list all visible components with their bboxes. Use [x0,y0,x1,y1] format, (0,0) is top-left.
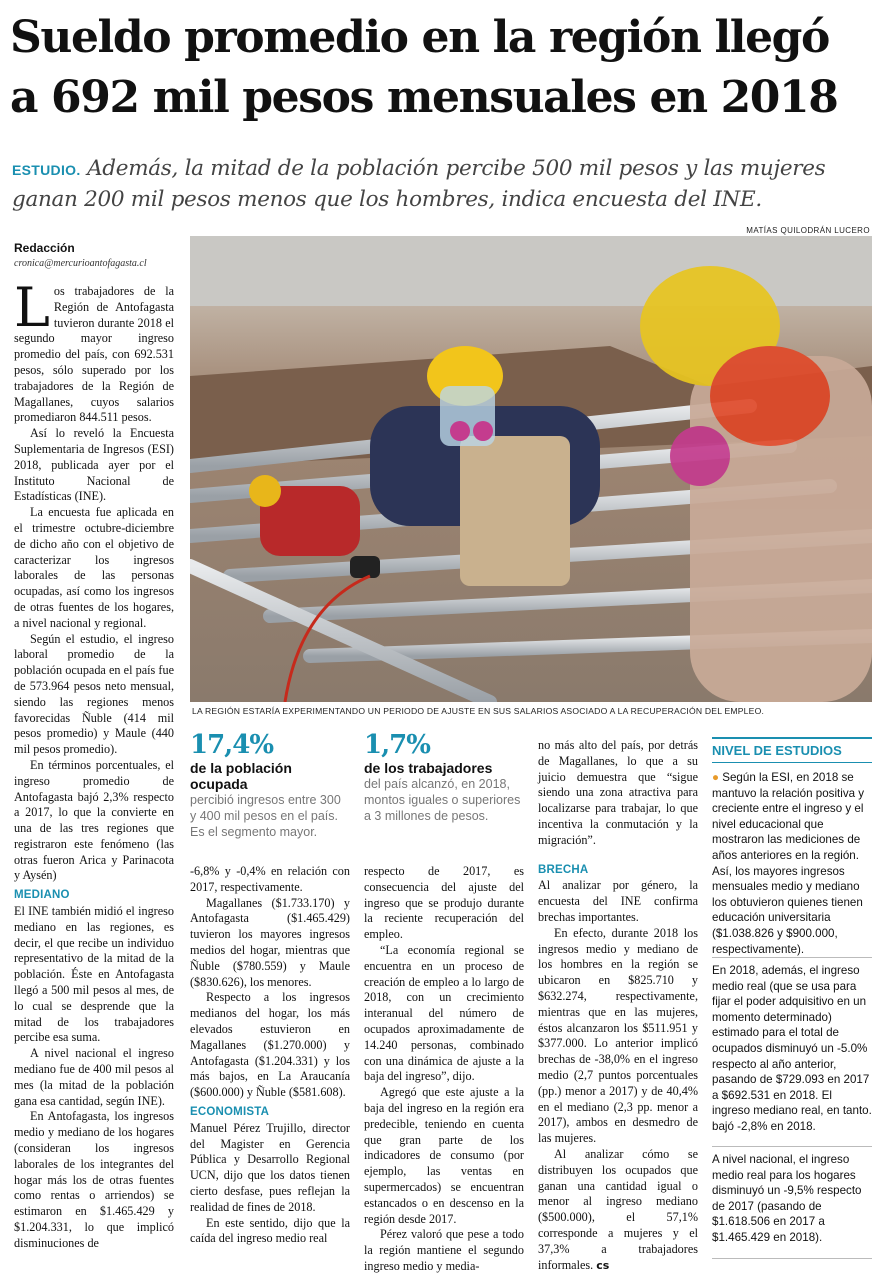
sidebar-paragraph-2: En 2018, además, el ingreso medio real (que se usa para fijar el poder adquisitivo en un momento determinado) estimado para el total de ocupados disminuyó un -5.0% respecto al año anterior, pasando de $729.093 en 2017 a $692.531 en 2018. El ingreso mediano real, en tanto. bajó -2,8% en 2018. [712,964,872,1133]
col3-paragraph-4: Pérez valoró que pese a todo la región mantiene el segundo ingreso medio y media- [364,1227,524,1273]
subhead-brecha: BRECHA [538,863,589,876]
col3-paragraph-2: “La economía regional se encuentra en un proceso de creación de empleo a lo largo de 2018, con un crecimiento interanual del número de ocupados aproximadamente de 14.240 personas, combinado con una dinámica de ajuste a la baja del ingreso”, dijo. [364,942,524,1084]
col4-paragraph-2: Al analizar por género, la encuesta del INE confirma brechas importantes. [538,878,698,924]
col1-p1-text: os trabajadores de la Región de Antofagasta tuvieron durante 2018 el segundo mayor ingreso promedio del país, con 692.531 pesos, sólo superado por los trabajadores de la Región de Magallanes, cuyos salarios promediaron 844.511 pesos. [14,284,174,425]
col2-paragraph-3: Respecto a los ingresos medianos del hogar, los más elevados estuvieron en Magallanes ($1.270.000) y Antofagasta ($1.204.331) y los más bajos, en La Araucanía ($600.000) y Ñuble ($581.608). [190,990,350,1100]
column-2 [190,864,350,1247]
photo-illustration [190,236,872,702]
deck-text: Además, la mitad de la población percibe 500 mil pesos y las mujeres ganan 200 mil pesos menos que los hombres, indica encuesta del INE. [12,156,826,212]
column-1 [14,276,174,1252]
sidebar-p1-text: Según la ESI, en 2018 se mantuvo la relación positiva y creciente entre el ingreso y el nivel educacional que mostraron las mediciones de años anteriores en la región. Así, los mayores ingresos mensuales medio y mediano los obtuvieron quienes tienen educación universitaria ($1.038.826 y $900.000, respectivamente). [712,771,865,956]
col2-paragraph-1: -6,8% y -0,4% en relación con 2017, respectivamente. [190,864,350,894]
col1-paragraph-3: La encuesta fue aplicada en el trimestre octubre-diciembre de dicho año con el objetivo de caracterizar los ingresos laborales de las personas ocupadas, así como los ingresos de otras fuentes de los hogares, a nivel nacional y regional. [14,505,174,630]
col1-paragraph-1 [14,276,174,426]
sidebar-title: NIVEL DE ESTUDIOS [712,737,872,763]
sidebar-divider-1 [712,957,872,958]
headline-line-2: a 692 mil pesos mensuales en 2018 [10,72,838,123]
stat-1-number: 17,4% [190,730,274,760]
stat-1-text: percibió ingresos entre 300 y 400 mil pesos en el país. Es el segmento mayor. [190,793,341,839]
col1-paragraph-8: En Antofagasta, los ingresos medio y mediano de los hogares (consideran los ingresos laborales de los integrantes del hogar más los de otras fuentes como rentas o arriendos) se estimaron en $1.465.429 y $1.204.331, lo que implicó disminuciones de [14,1109,174,1250]
sidebar-paragraph-1 [712,770,872,957]
stat-box-1 [190,730,350,840]
sidebar-paragraph-3: A nivel nacional, el ingreso medio real para los hogares disminuyó un -9,5% respecto de 2017 (pasando de $1.618.506 en 2017 a $1.465.429 en 2018). [712,1153,862,1244]
dropcap: L [14,276,50,339]
stat-box-2 [364,730,524,824]
headline-line-1: Sueldo promedio en la región llegó [10,12,829,63]
col2-paragraph-2: Magallanes ($1.733.170) y Antofagasta ($1.465.429) tuvieron los mayores ingresos medios del hogar, mientras que Ñuble ($780.559) y Maule ($830.626), los menores. [190,895,350,989]
col2-paragraph-5: En este sentido, dijo que la caída del ingreso medio real [190,1215,350,1246]
col3-paragraph-1: respecto de 2017, es consecuencia del ajuste del ingreso que se produjo durante la reciente recuperación del empleo. [364,864,524,942]
col1-paragraph-6: El INE también midió el ingreso mediano en las regiones, es decir, el que recibe un individuo representativo de la mitad de la población. Éste en Antofagasta llegó a 500 mil pesos al mes, de lo cual se desprende que la mitad de los trabajadores percibe esa suma. [14,904,174,1045]
subhead-economista: ECONOMISTA [190,1105,270,1118]
col4-paragraph-4 [538,1147,698,1273]
column-3 [364,864,524,1273]
subhead-mediano: MEDIANO [14,889,70,902]
col1-paragraph-2: Así lo reveló la Encuesta Suplementaria de Ingresos (ESI) 2018, publicada ayer por el Instituto Nacional de Estadísticas (INE). [14,426,174,504]
stat-2-head: de los trabajadores [364,760,493,776]
deck [12,154,867,215]
col4-paragraph-3: En efecto, durante 2018 los ingresos medio y mediano de los hombres en la región se ubicaron en $825.710 y $632.274, respectivamente, mientras que en las mujeres, éstos alcanzaron los $511.951 y $377.000. Lo anterior implicó brechas de -38,0% en el ingreso medio (2,7 puntos porcentuales (pp.) menor a 2017) y de 40,4% en el mediano (2,3 pp. menor a 2017), ambos en desmedro de las mujeres. [538,925,698,1146]
col1-paragraph-5: En términos porcentuales, el ingreso promedio de Antofagasta bajó 2,3% respecto a 2017, lo que la convierte en una de las tres regiones que registraron este fenómeno (las otras fueron Arica y Parinacota y Aysén) [14,757,174,883]
stat-2-number: 1,7% [364,730,430,760]
col2-paragraph-4: Manuel Pérez Trujillo, director del Magister en Gerencia Pública y Desarrollo Regional UCN, dijo que los datos tienen cierto desfase, pues reflejan la realidad de fines de 2018. [190,1120,350,1214]
col4-p4-text: Al analizar cómo se distribuyen los ocupados que ganan una cantidad igual o menor al ingreso mediano ($500.000), el 57,1% corresponde a mujeres y el 37,3% a trabajadores informales. [538,1146,698,1272]
col1-paragraph-7: A nivel nacional el ingreso mediano fue de 400 mil pesos al mes (la mitad de la población gana esa cantidad, según INE). [14,1046,174,1108]
col3-paragraph-3: Agregó que este ajuste a la baja del ingreso en la región era predecible, teniendo en cuenta que gran parte de los indicadores de consumo (por ejemplo, las ventas en supermercados) se encuentran estancados o en descenso en la región desde 2017. [364,1085,524,1226]
sidebar-divider-2 [712,1146,872,1147]
photo-credit: MATÍAS QUILODRÁN LUCERO [746,226,870,235]
news-photo [190,236,872,702]
deck-kicker: ESTUDIO. [12,162,81,178]
byline-email: cronica@mercurioantofagasta.cl [14,258,147,269]
column-4 [538,738,698,1273]
photo-caption: LA REGIÓN ESTARÍA EXPERIMENTANDO UN PERIODO DE AJUSTE EN SUS SALARIOS ASOCIADO A LA RECUPERACIÓN DEL EMPLEO. [192,706,765,716]
end-mark-icon: cs [596,1258,610,1272]
headline [10,8,870,128]
byline-author: Redacción [14,241,75,255]
col4-paragraph-1: no más alto del país, por detrás de Magallanes, lo que a su juicio demuestra que “sigue siendo una zona atractiva para localizarse para trabajar, lo que incentiva la conmutación y la migración”. [538,738,698,847]
col1-paragraph-4: Según el estudio, el ingreso laboral promedio de la población ocupada en el país fue de 573.964 pesos neto mensual, siendo las regiones menos favorecidas Ñuble (414 mil pesos promedio) y Maule (440 mil pesos promedio). [14,631,174,757]
sidebar-divider-3 [712,1258,872,1259]
bullet-icon: ● [712,771,720,784]
stat-2-text: del país alcanzó, en 2018, montos iguales o superiores a 3 millones de pesos. [364,777,521,823]
stat-1-head: de la población ocupada [190,760,292,792]
